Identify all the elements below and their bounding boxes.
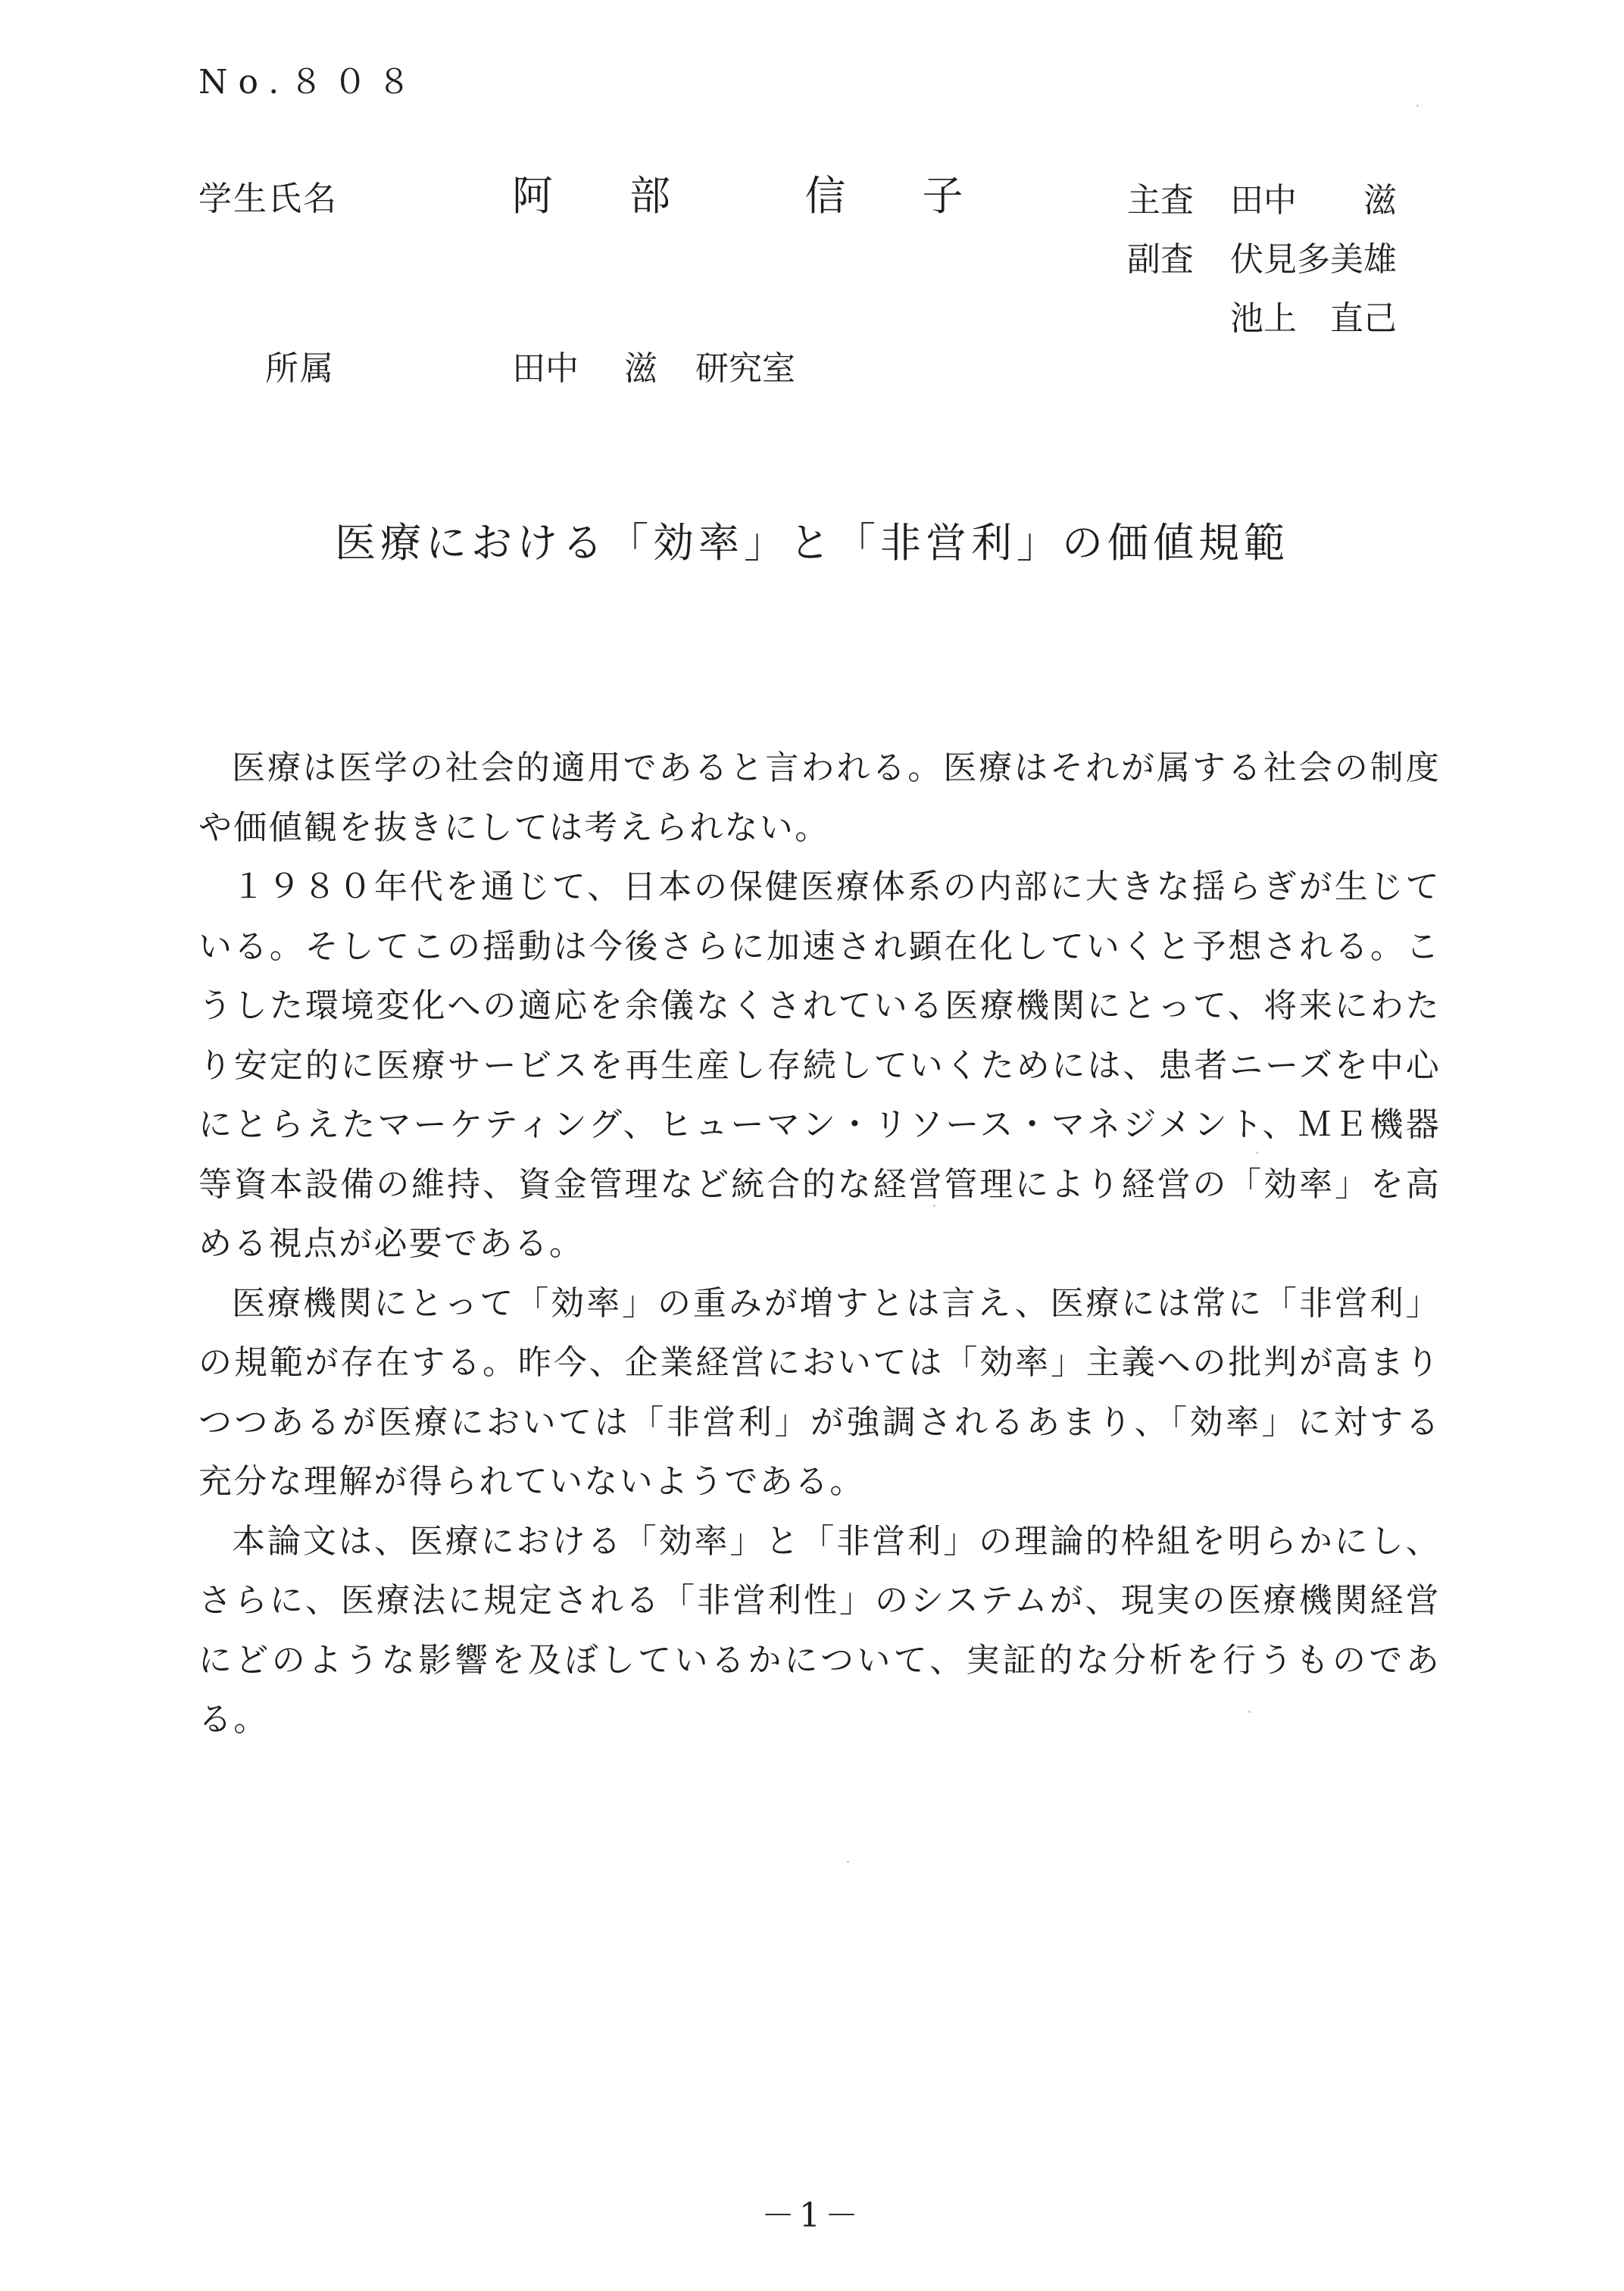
student-name-label: 学生氏名 — [198, 180, 338, 218]
examiner-role: 主査 — [1127, 181, 1194, 220]
examiner-role: 副査 — [1127, 240, 1194, 279]
document-number: No.８０８ — [198, 63, 422, 102]
scan-speck — [847, 1861, 849, 1863]
abstract-body — [198, 739, 1441, 1750]
scan-speck — [1256, 1152, 1258, 1154]
examiner-name: 池上 直己 — [1230, 299, 1397, 338]
examiner-name: 伏見多美雄 — [1230, 240, 1397, 279]
document-title: 医療における「効率」と「非営利」の価値規範 — [335, 519, 1289, 567]
examiner-row-chief — [1127, 171, 1415, 230]
abstract-paragraph: 本論文は、医療における「効率」と「非営利」の理論的枠組を明らかにし、さらに、医療法に規定される「非営利性」のシステムが、現実の医療機関経営にどのような影響を及ぼしているかについて、実証的な分析を行うものである。 — [198, 1521, 1441, 1739]
affiliation-lab: 滋 研究室 — [624, 349, 795, 388]
abstract-paragraph: 医療は医学の社会的適用であると言われる。医療はそれが属する社会の制度や価値観を抜きにしては考えられない。 — [198, 749, 1441, 847]
affiliation-label: 所属 — [265, 349, 335, 388]
examiner-row-sub — [1127, 230, 1415, 289]
examiner-list — [1127, 171, 1415, 348]
affiliation-professor: 田中 — [512, 349, 579, 388]
affiliation-value — [512, 341, 795, 389]
examiner-name: 田中 滋 — [1230, 181, 1397, 220]
scan-speck — [1416, 105, 1419, 107]
scan-speck — [1248, 1711, 1251, 1713]
examiner-row-sub-2 — [1127, 289, 1415, 348]
student-name: 阿 部 信 子 — [512, 172, 980, 220]
abstract-paragraph: 医療機関にとって「効率」の重みが増すとは言え、医療には常に「非営利」の規範が存在する。昨今、企業経営においては「効率」主義への批判が高まりつつあるが医療においては「非営利」が強調されるあまり、「効率」に対する充分な理解が得られていないようである。 — [198, 1283, 1441, 1501]
scan-speck — [933, 1205, 935, 1207]
page-number: －1－ — [761, 2196, 863, 2235]
abstract-paragraph: １９８０年代を通じて、日本の保健医療体系の内部に大きな揺らぎが生じている。そしてこの揺動は今後さらに加速され顕在化していくと予想される。こうした環境変化への適応を余儀なくされている医療機関にとって、将来にわたり安定的に医療サービスを再生産し存続していくためには、患者ニーズを中心にとらえたマーケティング、ヒューマン・リソース・マネジメント、ＭＥ機器等資本設備の維持、資金管理など統合的な経営管理により経営の「効率」を高める視点が必要である。 — [198, 867, 1441, 1263]
